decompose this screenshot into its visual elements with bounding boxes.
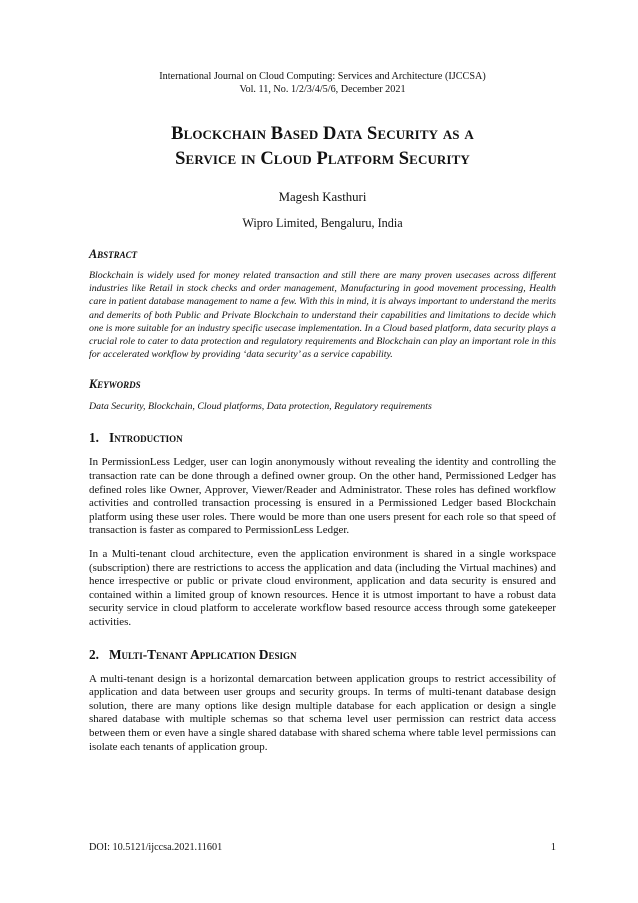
keywords-text: Data Security, Blockchain, Cloud platforms, Data protection, Regulatory requirements — [89, 401, 432, 413]
paper-title-line-1: Blockchain Based Data Security as a — [171, 124, 474, 144]
section-heading-introduction — [89, 430, 556, 446]
page-footer — [89, 841, 556, 854]
journal-header — [89, 0, 556, 96]
doi: DOI: 10.5121/ijccsa.2021.11601 — [89, 842, 223, 853]
author-name: Magesh Kasthuri — [278, 190, 367, 204]
author-affiliation: Wipro Limited, Bengaluru, India — [242, 216, 403, 230]
paragraph: A multi-tenant design is a horizontal demarcation between application groups to restrict accessibility of application and data between user groups and security groups. In terms of multi-tenant database design solution, there are many options like design multiple database for each application or design a single shared database with multiple schemas so that schema level user permission can restrict data access between them or even have a single shared database with shared schema where table level permissions can isolate each tenants of application group. — [89, 672, 556, 753]
section-title: Multi-Tenant Application Design — [108, 646, 297, 662]
abstract-text: Blockchain is widely used for money related transaction and still there are many proven usecases across different industries like Retail in stock checks and order management, Manufacturing in good movement processing, Health care in patient database management to name a few. With this in mind, it is always important to understand the merits and demerits of both Public and Private Blockchain to understand their capabilities and limitations to decide which one is more suitable for an industry specific usecase implementation. In a Cloud based platform, data security plays a crucial role to cater to data protection and regulatory requirements and Blockchain can play an important role in this for accelerated workflow by providing ‘data security’ as a service capability. — [89, 270, 556, 361]
journal-issue: Vol. 11, No. 1/2/3/4/5/6, December 2021 — [239, 84, 406, 95]
section-heading-multi-tenant — [89, 647, 556, 663]
paragraph: In a Multi-tenant cloud architecture, even the application environment is shared in a single workspace (subscription) there are restrictions to access the application and data (including the Virtual machines) and hence irrespective or public or private cloud environment, application and data security is ensured and contained within a limited group of known resources. Hence it is utmost important to have a robust data security service in cloud platform to accelerate workflow based resource access through some gatekeeper activities. — [89, 547, 556, 628]
section-number: 1. — [89, 430, 99, 446]
journal-name: International Journal on Cloud Computing: Services and Architecture (IJCCSA) — [159, 71, 486, 82]
keywords-heading: Keywords — [89, 377, 141, 392]
section-number: 2. — [89, 646, 99, 662]
paper-title — [89, 122, 556, 172]
abstract-heading: Abstract — [89, 247, 138, 261]
paragraph: In PermissionLess Ledger, user can login anonymously without revealing the identity and controlling the transaction rate can be done through a defined owner group. On the other hand, Permissioned Ledger has defined roles like Owner, Approver, Viewer/Reader and Administrator. These roles has defined workflow activities and controlled transaction processing is ensured in a Permissioned Ledger based Blockchain platform using these user roles. There would be more than one users present for each role so that speed of transaction is faster as compared to PermissionLess Ledger. — [89, 456, 556, 537]
section-title: Introduction — [108, 430, 183, 446]
paper-title-line-2: Service in Cloud Platform Security — [175, 149, 470, 169]
page-number: 1 — [550, 842, 556, 853]
